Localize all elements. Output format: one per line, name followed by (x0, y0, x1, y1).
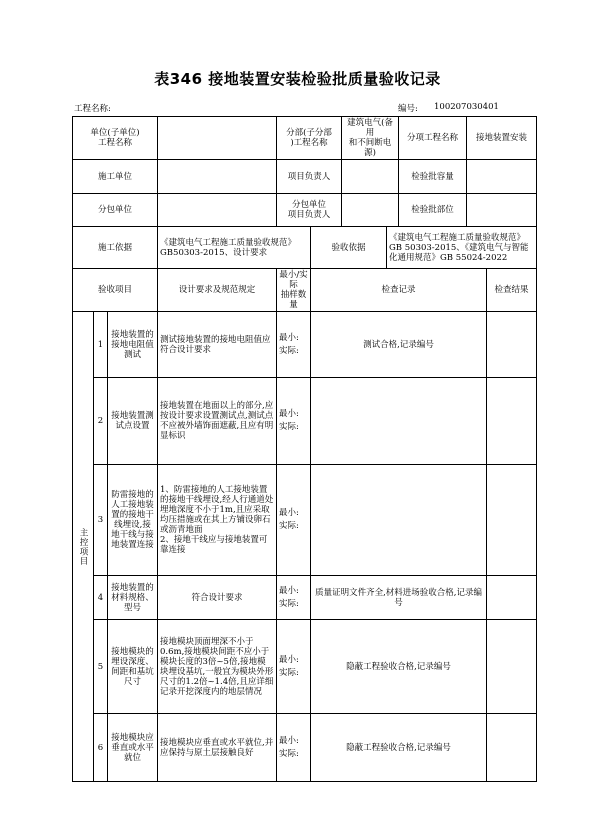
col-sample-text: 最小/实际 抽样数量 (279, 270, 308, 310)
basis-label: 施工依据 (73, 227, 158, 269)
row-no: 6 (94, 714, 108, 782)
row-sample[interactable] (277, 620, 311, 714)
batch-capacity-value[interactable] (467, 160, 537, 194)
group-main-control (73, 312, 94, 782)
acceptance-basis-value: 《建筑电气工程施工质量验收规范》GB 50303-2015、《建筑电气与智能化通用规范》GB 55024-2022 (387, 227, 537, 269)
min-label: 最小: (279, 508, 299, 518)
group-label: 主控项目 (78, 527, 88, 566)
subpart-label-text: 分部(子分部 )工程名称 (286, 128, 332, 148)
batch-location-label: 检验批部位 (399, 194, 467, 227)
col-record: 检查记录 (311, 269, 487, 312)
row-record[interactable] (311, 465, 487, 576)
row-result[interactable] (487, 312, 537, 378)
row-item: 接地装置的材料规格、型号 (108, 576, 158, 620)
row-no: 1 (94, 312, 108, 378)
row-record[interactable]: 隐蔽工程验收合格,记录编号 (311, 620, 487, 714)
project-name-label: 工程名称: (74, 104, 111, 114)
row-result[interactable] (487, 465, 537, 576)
subcontract-manager-value[interactable] (342, 194, 399, 227)
row-record[interactable]: 质量证明文件齐全,材料进场验收合格,记录编号 (311, 576, 487, 620)
row-sample[interactable] (277, 312, 311, 378)
row-no: 4 (94, 576, 108, 620)
row-no: 2 (94, 378, 108, 465)
unit-name-value[interactable] (158, 117, 277, 160)
unit-name-label-text: 单位(子单位) 工程名称 (90, 128, 140, 148)
page-title: 表346 接地装置安装检验批质量验收记录 (154, 70, 441, 88)
row-sample[interactable] (277, 576, 311, 620)
row-record[interactable] (311, 378, 487, 465)
basis-value-text: 《建筑电气工程施工质量验收规范》 GB50303-2015、设计要求 (160, 237, 297, 258)
row-requirement: 符合设计要求 (158, 576, 277, 620)
col-result: 检查结果 (487, 269, 537, 312)
actual-label: 实际: (279, 345, 299, 356)
subitem-value: 接地装置安装 (467, 117, 537, 160)
row-item: 接地模块应垂直或水平就位 (108, 714, 158, 782)
subitem-label: 分项工程名称 (399, 117, 467, 160)
code-label: 编号: (398, 104, 418, 114)
row-result[interactable] (487, 576, 537, 620)
construction-unit-value[interactable] (158, 160, 277, 194)
batch-capacity-label: 检验批容量 (399, 160, 467, 194)
col-sample (277, 269, 311, 312)
row-requirement (158, 465, 277, 576)
row-record[interactable]: 测试合格,记录编号 (311, 312, 487, 378)
min-label: 最小: (279, 332, 299, 343)
row-no: 5 (94, 620, 108, 714)
min-label: 最小: (279, 654, 299, 665)
row-result[interactable] (487, 714, 537, 782)
min-label: 最小: (279, 735, 299, 746)
subcontract-unit-label: 分包单位 (73, 194, 158, 227)
row-sample[interactable] (277, 465, 311, 576)
actual-label: 实际: (279, 521, 299, 531)
row-item: 接地装置的接地电阻值测试 (108, 312, 158, 378)
acceptance-basis-label: 验收依据 (311, 227, 387, 269)
row-sample[interactable] (277, 714, 311, 782)
row-item: 防雷接地的人工接地装置的接地干线埋设,接地干线与接地装置连接 (108, 465, 158, 576)
basis-value (158, 227, 311, 269)
actual-label: 实际: (279, 422, 299, 432)
project-manager-label: 项目负责人 (277, 160, 342, 194)
construction-unit-label: 施工单位 (73, 160, 158, 194)
code-value: 100207030401 (434, 102, 499, 112)
col-item: 验收项目 (73, 269, 158, 312)
min-label: 最小: (279, 585, 299, 596)
unit-name-label (73, 117, 158, 160)
actual-label: 实际: (279, 667, 299, 678)
subpart-label (277, 117, 342, 160)
row-requirement: 接地模块应垂直或水平就位,并应保持与原土层接触良好 (158, 714, 277, 782)
actual-label: 实际: (279, 748, 299, 759)
row-record[interactable]: 隐蔽工程验收合格,记录编号 (311, 714, 487, 782)
row-requirement-text: 1、防雷接地的人工接地装置的接地干线埋设,经人行通道处埋地深度不小于1m,且应采取均压措施或在其上方铺设卵石或沥青地面 2、接地干线应与接地装置可靠连接 (160, 485, 274, 555)
row-no: 3 (94, 465, 108, 576)
row-requirement: 测试接地装置的接地电阻值应符合设计要求 (158, 312, 277, 378)
row-result[interactable] (487, 620, 537, 714)
row-requirement: 接地模块顶面埋深不小于0.6m,接地模块间距不应小于模块长度的3倍~5倍,接地模块埋设基坑,一般宜为模块外形尺寸的1.2倍~1.4倍,且应详细记录开挖深度内的地层情况 (158, 620, 277, 714)
row-sample[interactable] (277, 378, 311, 465)
actual-label: 实际: (279, 598, 299, 609)
min-label: 最小: (279, 409, 299, 419)
subpart-value (342, 117, 399, 160)
batch-location-value[interactable] (467, 194, 537, 227)
subcontract-manager-label (277, 194, 342, 227)
col-requirement: 设计要求及规范规定 (158, 269, 277, 312)
inspection-table (72, 116, 537, 782)
subpart-value-text: 建筑电气(备用 和不间断电源) (347, 118, 393, 158)
project-manager-value[interactable] (342, 160, 399, 194)
row-result[interactable] (487, 378, 537, 465)
subcontract-unit-value[interactable] (158, 194, 277, 227)
row-item: 接地模块的埋设深度、间距和基坑尺寸 (108, 620, 158, 714)
subcontract-manager-label-text: 分包单位 项目负责人 (287, 200, 331, 220)
row-item: 接地装置测试点设置 (108, 378, 158, 465)
row-requirement: 接地装置在地面以上的部分,应按设计要求设置测试点,测试点不应被外墙饰面遮蔽,且应有明显标识 (158, 378, 277, 465)
